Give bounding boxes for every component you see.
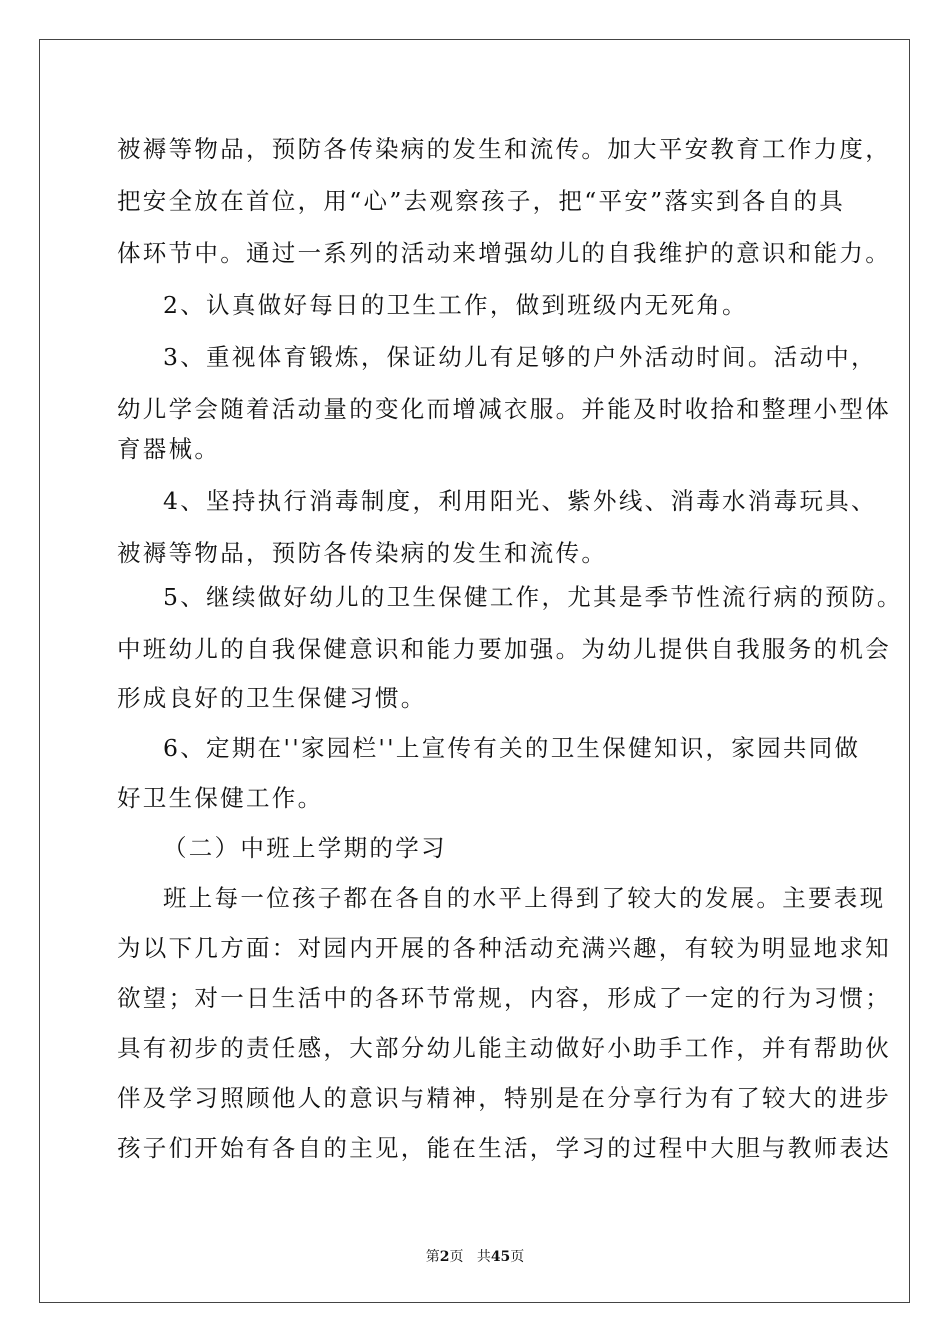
body-line: 幼儿学会随着活动量的变化而增减衣服。并能及时收拾和整理小型体: [117, 395, 891, 423]
list-item-4: 4、坚持执行消毒制度，利用阳光、紫外线、消毒水消毒玩具、: [163, 487, 877, 515]
list-item-2: 2、认真做好每日的卫生工作，做到班级内无死角。: [163, 291, 748, 319]
body-line: 体环节中。通过一系列的活动来增强幼儿的自我维护的意识和能力。: [117, 239, 891, 267]
body-line: 育器械。: [117, 435, 221, 463]
total-prefix: 共: [476, 1249, 491, 1265]
paragraph-start: 班上每一位孩子都在各自的水平上得到了较大的发展。主要表现: [163, 884, 886, 912]
body-line: 为以下几方面：对园内开展的各种活动充满兴趣，有较为明显地求知: [117, 934, 891, 962]
body-line: 被褥等物品，预防各传染病的发生和流传。: [117, 539, 608, 567]
section-heading: （二）中班上学期的学习: [163, 834, 447, 862]
body-line: 好卫生保健工作。: [117, 784, 324, 812]
page-border: [39, 39, 910, 1303]
body-line: 中班幼儿的自我保健意识和能力要加强。为幼儿提供自我服务的机会: [117, 635, 891, 663]
body-line: 被褥等物品，预防各传染病的发生和流传。加大平安教育工作力度，: [117, 135, 891, 163]
list-item-6: 6、定期在''家园栏''上宣传有关的卫生保健知识，家园共同做: [163, 734, 861, 762]
body-line: 具有初步的责任感，大部分幼儿能主动做好小助手工作，并有帮助伙: [117, 1034, 891, 1062]
page-prefix: 第: [425, 1249, 440, 1265]
total-pages: 45: [490, 1249, 511, 1265]
page-number: 2: [439, 1249, 450, 1265]
body-line: 欲望；对一日生活中的各环节常规，内容，形成了一定的行为习惯；: [117, 984, 891, 1012]
body-line: 把安全放在首位，用“心”去观察孩子，把“平安”落实到各自的具: [117, 187, 846, 215]
page-suffix: 页: [449, 1249, 464, 1265]
body-line: 形成良好的卫生保健习惯。: [117, 684, 427, 712]
list-item-5: 5、继续做好幼儿的卫生保健工作，尤其是季节性流行病的预防。: [163, 583, 903, 611]
page-footer: [0, 1248, 950, 1266]
total-suffix: 页: [510, 1249, 525, 1265]
list-item-3: 3、重视体育锻炼，保证幼儿有足够的户外活动时间。活动中，: [163, 343, 877, 371]
body-line: 孩子们开始有各自的主见，能在生活，学习的过程中大胆与教师表达: [117, 1134, 891, 1162]
body-line: 伴及学习照顾他人的意识与精神，特别是在分享行为有了较大的进步: [117, 1084, 891, 1112]
